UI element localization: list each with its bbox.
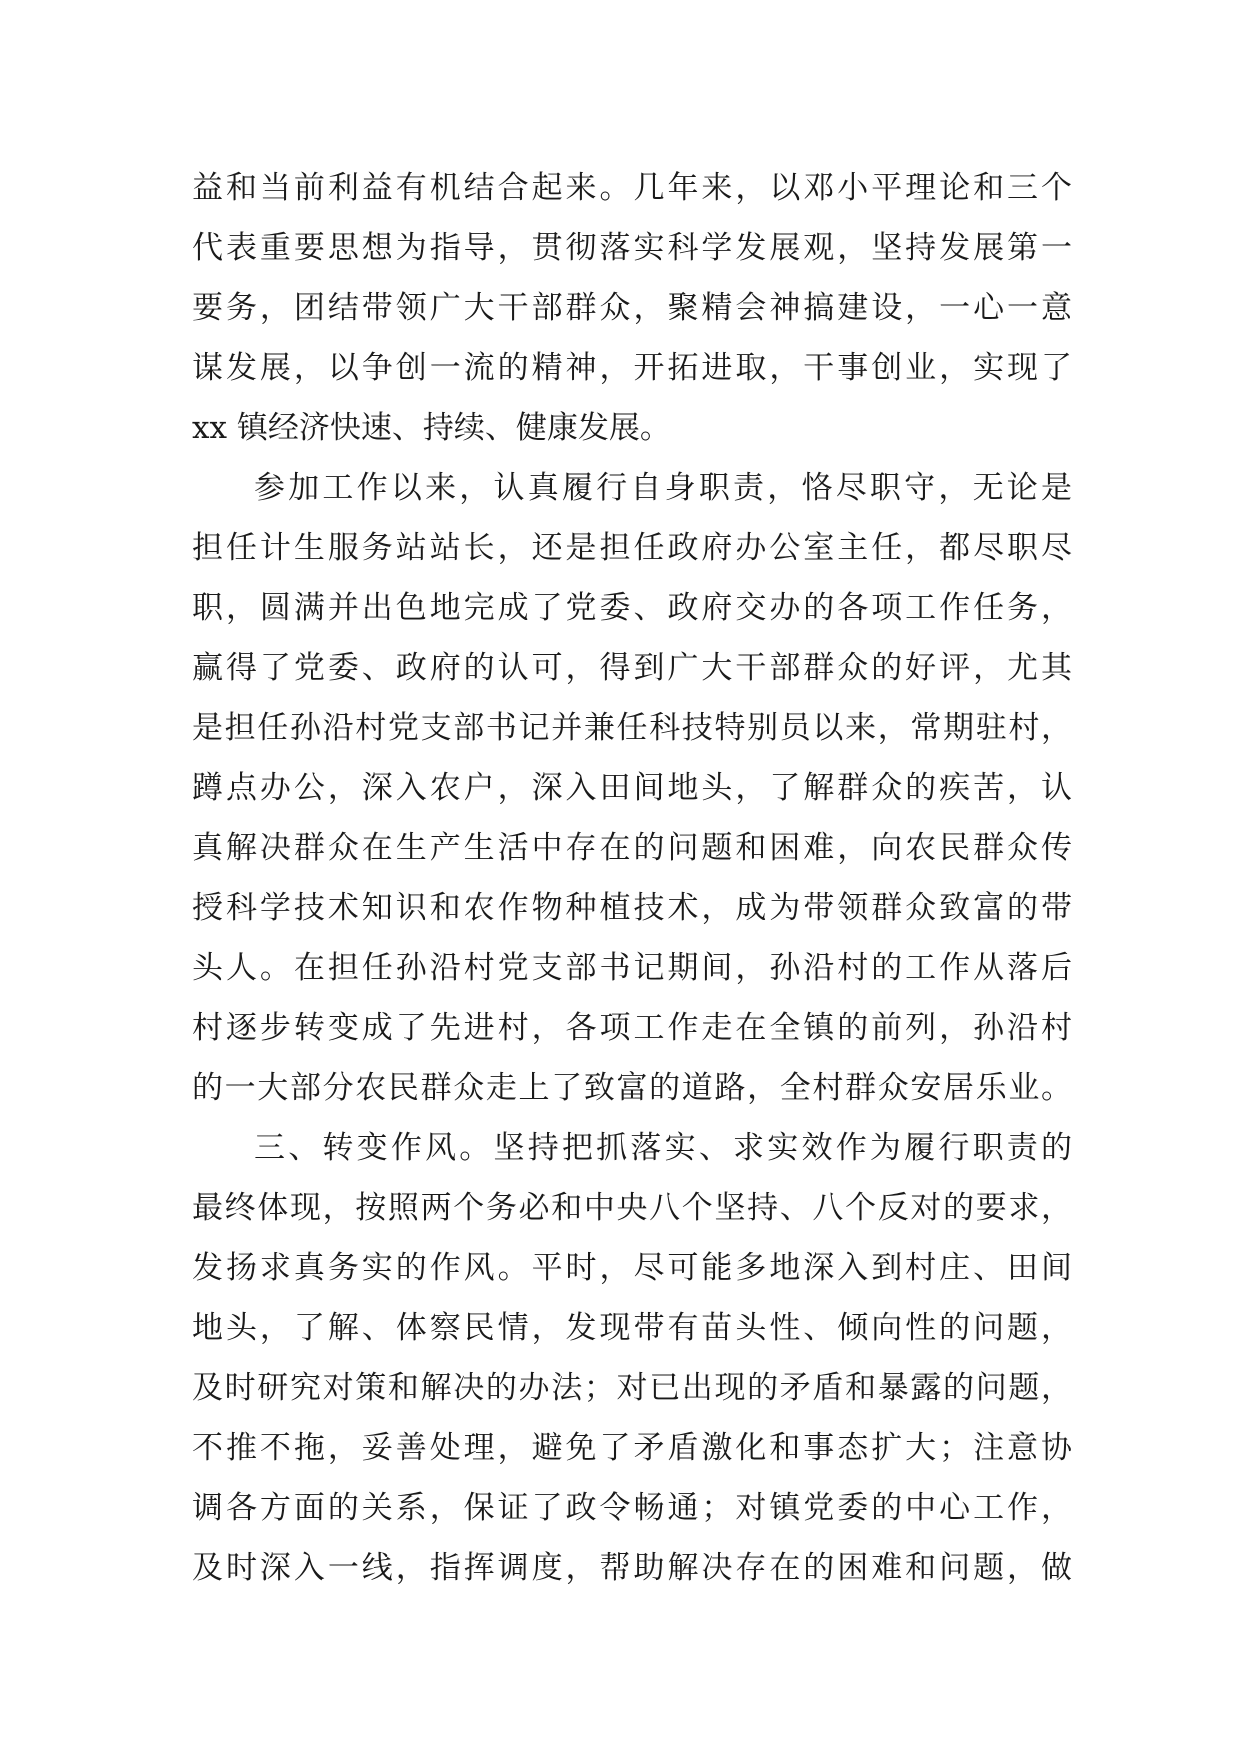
text-line: 及时研究对策和解决的办法；对已出现的矛盾和暴露的问题， — [192, 1370, 1072, 1406]
text-line: 是担任孙沿村党支部书记并兼任科技特别员以来，常期驻村， — [192, 710, 1072, 746]
text-line: 最终体现，按照两个务必和中央八个坚持、八个反对的要求， — [192, 1190, 1072, 1226]
paragraph-start-line: 参加工作以来，认真履行自身职责，恪尽职守，无论是 — [254, 470, 1072, 506]
text-line: 地头，了解、体察民情，发现带有苗头性、倾向性的问题， — [192, 1310, 1072, 1346]
body-text — [192, 158, 1072, 1598]
text-line: 蹲点办公，深入农户，深入田间地头，了解群众的疾苦，认 — [192, 770, 1072, 806]
text-line: 要务，团结带领广大干部群众，聚精会神搞建设，一心一意 — [192, 290, 1072, 326]
text-line: 不推不拖，妥善处理，避免了矛盾激化和事态扩大；注意协 — [192, 1430, 1072, 1466]
text-line: 赢得了党委、政府的认可，得到广大干部群众的好评，尤其 — [192, 650, 1072, 686]
text-line: 头人。在担任孙沿村党支部书记期间，孙沿村的工作从落后 — [192, 950, 1072, 986]
text-line: 益和当前利益有机结合起来。几年来，以邓小平理论和三个 — [192, 170, 1072, 206]
text-line: 发扬求真务实的作风。平时，尽可能多地深入到村庄、田间 — [192, 1250, 1072, 1286]
text-line: 职，圆满并出色地完成了党委、政府交办的各项工作任务， — [192, 590, 1072, 626]
text-line: 真解决群众在生产生活中存在的问题和困难，向农民群众传 — [192, 830, 1072, 866]
text-line: 及时深入一线，指挥调度，帮助解决存在的困难和问题，做 — [192, 1550, 1072, 1586]
text-line: 授科学技术知识和农作物种植技术，成为带领群众致富的带 — [192, 890, 1072, 926]
paragraph-start-line: 三、转变作风。坚持把抓落实、求实效作为履行职责的 — [254, 1130, 1072, 1166]
text-line: 代表重要思想为指导，贯彻落实科学发展观，坚持发展第一 — [192, 230, 1072, 266]
text-line: xx 镇经济快速、持续、健康发展。 — [192, 410, 671, 446]
text-line: 的一大部分农民群众走上了致富的道路，全村群众安居乐业。 — [192, 1070, 1072, 1106]
text-line: 调各方面的关系，保证了政令畅通；对镇党委的中心工作， — [192, 1490, 1072, 1526]
text-line: 谋发展，以争创一流的精神，开拓进取，干事创业，实现了 — [192, 350, 1072, 386]
text-line: 村逐步转变成了先进村，各项工作走在全镇的前列，孙沿村 — [192, 1010, 1072, 1046]
text-line: 担任计生服务站站长，还是担任政府办公室主任，都尽职尽 — [192, 530, 1072, 566]
